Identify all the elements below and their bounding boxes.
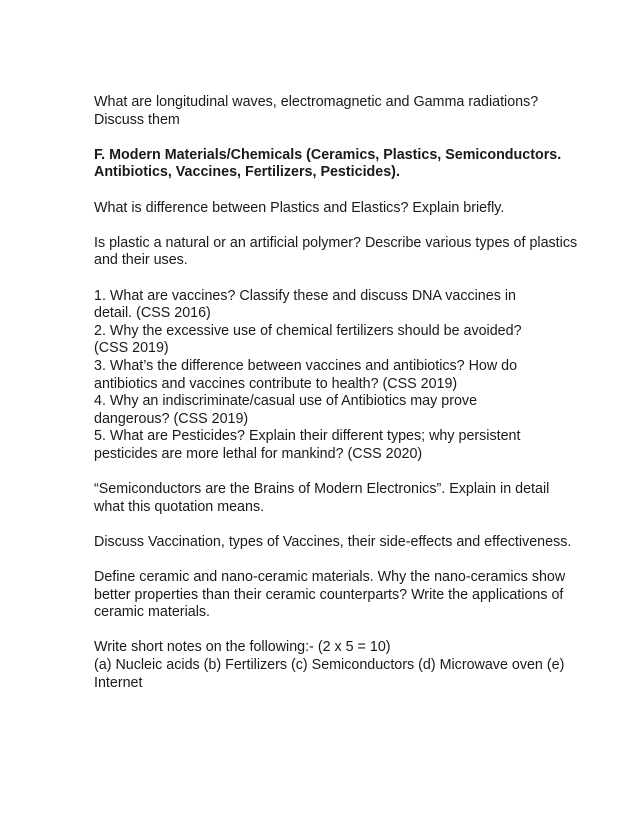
list-item: dangerous? (CSS 2019) bbox=[94, 410, 249, 427]
text-line: what this quotation means. bbox=[94, 498, 265, 515]
text-line: Define ceramic and nano-ceramic materials. Why the nano-ceramics show bbox=[94, 569, 566, 586]
text-line: ceramic materials. bbox=[94, 604, 210, 621]
text-line: Is plastic a natural or an artificial polymer? Describe various types of plastics bbox=[94, 234, 578, 251]
document-body bbox=[94, 94, 578, 692]
numbered-question-list bbox=[94, 288, 554, 464]
question-plastics-elastics bbox=[94, 200, 554, 218]
list-item: 2. Why the excessive use of chemical fertilizers should be avoided? bbox=[94, 322, 522, 339]
heading-line: Antibiotics, Vaccines, Fertilizers, Pesticides). bbox=[94, 164, 400, 181]
section-heading bbox=[94, 146, 562, 182]
heading-line: F. Modern Materials/Chemicals (Ceramics, Plastics, Semiconductors. bbox=[94, 146, 562, 163]
question-plastic-polymer bbox=[94, 234, 578, 270]
text-line: What are longitudinal waves, electromagnetic and Gamma radiations? bbox=[94, 94, 539, 110]
text-line: better properties than their ceramic counterparts? Write the applications of bbox=[94, 586, 564, 603]
list-item: (CSS 2019) bbox=[94, 340, 169, 357]
question-vaccination bbox=[94, 533, 572, 552]
question-ceramics bbox=[94, 569, 566, 622]
text-line: and their uses. bbox=[94, 252, 188, 269]
question-semiconductors-quote bbox=[94, 481, 554, 516]
text-line: Discuss Vaccination, types of Vaccines, their side-effects and effectiveness. bbox=[94, 533, 572, 550]
text-line: “Semiconductors are the Brains of Modern Electronics”. Explain in detail bbox=[94, 481, 550, 498]
text-line: What is difference between Plastics and Elastics? Explain briefly. bbox=[94, 199, 505, 216]
list-item: 4. Why an indiscriminate/casual use of Antibiotics may prove bbox=[94, 393, 478, 410]
text-line: Discuss them bbox=[94, 111, 180, 128]
list-item: 1. What are vaccines? Classify these and discuss DNA vaccines in bbox=[94, 287, 516, 304]
text-line: Write short notes on the following:- (2 x 5 = 10) bbox=[94, 639, 391, 656]
list-item: detail. (CSS 2016) bbox=[94, 305, 211, 322]
question-short-notes bbox=[94, 639, 565, 692]
list-item: 3. What’s the difference between vaccines and antibiotics? How do bbox=[94, 357, 518, 374]
text-line: (a) Nucleic acids (b) Fertilizers (c) Semiconductors (d) Microwave oven (e) bbox=[94, 657, 565, 673]
list-item: 5. What are Pesticides? Explain their different types; why persistent bbox=[94, 428, 521, 445]
list-item: antibiotics and vaccines contribute to health? (CSS 2019) bbox=[94, 375, 458, 392]
question-waves bbox=[94, 94, 554, 129]
list-item: pesticides are more lethal for mankind? (CSS 2020) bbox=[94, 445, 423, 462]
text-line: Internet bbox=[94, 674, 143, 691]
